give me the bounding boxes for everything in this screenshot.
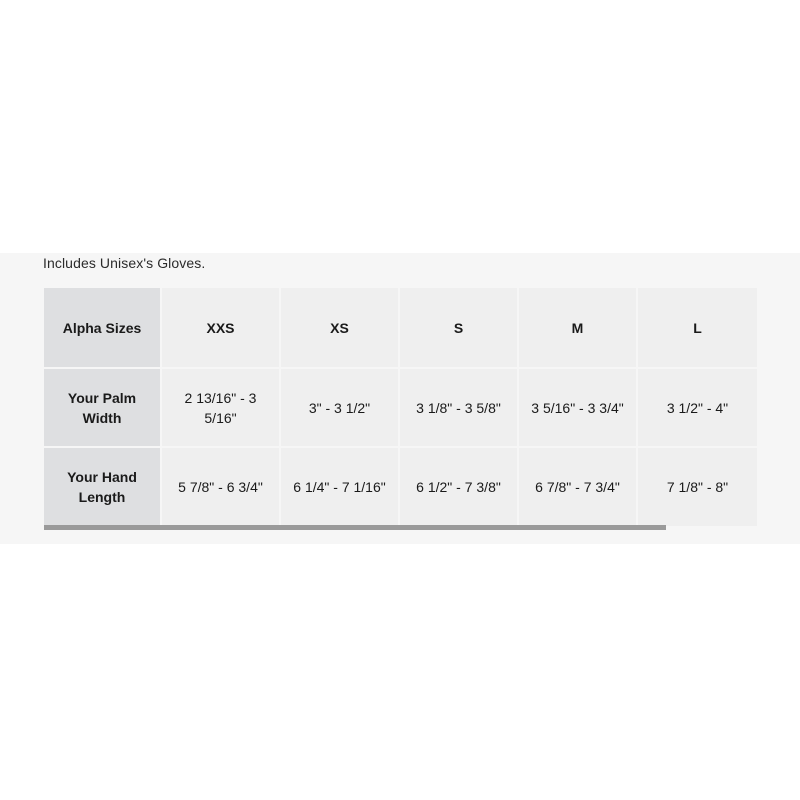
size-chart-table[interactable] bbox=[44, 288, 766, 530]
horizontal-scrollbar[interactable] bbox=[44, 525, 666, 530]
table-cell: 3" - 3 1/2" bbox=[281, 369, 398, 446]
table-cell: 6 7/8" - 7 3/4" bbox=[519, 448, 636, 526]
row-header-hand-length: Your Hand Length bbox=[44, 448, 160, 526]
row-header-palm-width: Your Palm Width bbox=[44, 369, 160, 446]
table-row bbox=[44, 448, 766, 526]
size-chart-caption: Includes Unisex's Gloves. bbox=[43, 255, 206, 271]
size-header-xs: XS bbox=[281, 288, 398, 367]
size-header-m: M bbox=[519, 288, 636, 367]
row-header-alpha-sizes: Alpha Sizes bbox=[44, 288, 160, 367]
size-header-xxs: XXS bbox=[162, 288, 279, 367]
table-header-row bbox=[44, 288, 766, 367]
table-row bbox=[44, 369, 766, 446]
table-cell: 2 13/16" - 3 5/16" bbox=[162, 369, 279, 446]
table-cell: 3 1/8" - 3 5/8" bbox=[400, 369, 517, 446]
size-header-l: L bbox=[638, 288, 757, 367]
table-cell: 7 1/8" - 8" bbox=[638, 448, 757, 526]
size-header-s: S bbox=[400, 288, 517, 367]
table-cell: 3 5/16" - 3 3/4" bbox=[519, 369, 636, 446]
table-cell: 6 1/2" - 7 3/8" bbox=[400, 448, 517, 526]
table-cell: 6 1/4" - 7 1/16" bbox=[281, 448, 398, 526]
table-cell: 5 7/8" - 6 3/4" bbox=[162, 448, 279, 526]
table-cell: 3 1/2" - 4" bbox=[638, 369, 757, 446]
